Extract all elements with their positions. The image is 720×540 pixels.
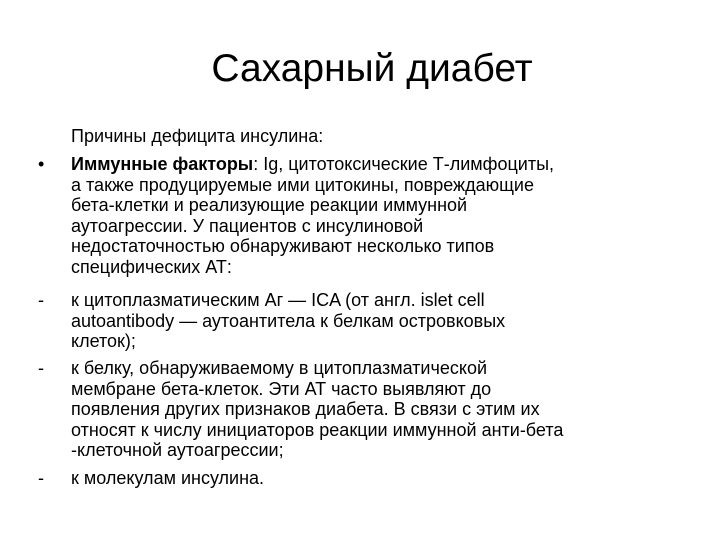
bullet-line: аутоагрессии. У пациентов с инсулиновой <box>71 215 424 236</box>
dash-marker: - <box>38 358 44 378</box>
dash-marker: - <box>38 468 44 488</box>
bullet-line: а также продуцируемые ими цитокины, повреждающие <box>71 174 534 195</box>
dash-item-line: autoantibody — аутоантитела к белкам островковых <box>71 310 506 331</box>
slide-title: Сахарный диабет <box>211 47 533 90</box>
bullet-line: бета-клетки и реализующие реакции иммунной <box>71 195 468 215</box>
dash-item-line: к молекулам инсулина. <box>71 468 265 488</box>
dash-item-line: к белку, обнаруживаемому в цитоплазматической <box>71 358 488 378</box>
bullet-bold-label: Иммунные факторы <box>71 154 254 174</box>
dash-item-line: относят к числу инициаторов реакции иммунной анти-бета <box>71 419 564 440</box>
dash-item-line: появления других признаков диабета. В связи с этим их <box>71 399 540 419</box>
dash-item-line: клеток); <box>71 331 136 351</box>
dash-marker: - <box>38 290 44 310</box>
dash-item-line: мембране бета-клеток. Эти АТ часто выявляют до <box>71 378 492 399</box>
intro-text: Причины дефицита инсулина: <box>71 126 324 146</box>
bullet-marker: • <box>38 154 45 174</box>
dash-item-line: к цитоплазматическим Аг — ICA (от англ. islet cell <box>71 290 485 310</box>
bullet-line: : Ig, цитотоксические Т-лимфоциты, <box>253 154 555 174</box>
bullet-line: специфических АТ: <box>71 256 232 277</box>
bullet-line: недостаточностью обнаруживают несколько типов <box>71 236 495 256</box>
dash-item-line: -клеточной аутоагрессии; <box>71 440 284 460</box>
